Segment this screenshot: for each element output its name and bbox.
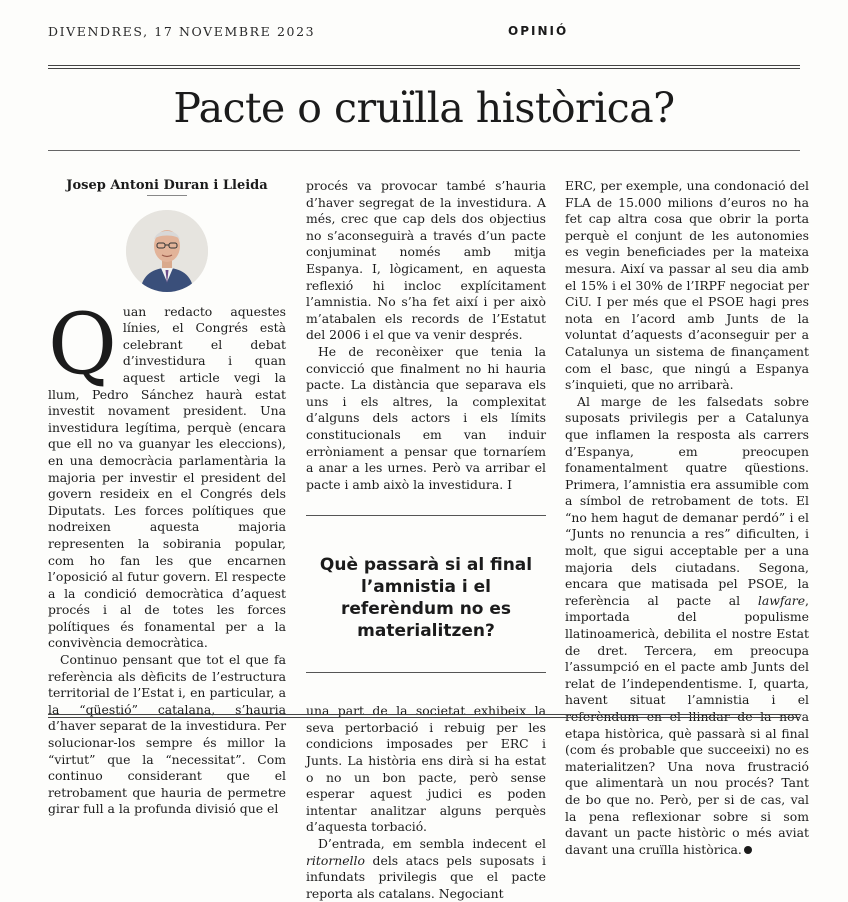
byline-rule [147,195,187,196]
bottom-rule-2 [48,717,800,718]
paragraph: Quan redacto aquestes línies, el Congrés està celebrant el debat d’investidura i quan aquest article vegi la llum, Pedro Sánchez haurà estat investit novament president. Una investidura legítima, perquè (encara que ell no va guanyar les eleccions), en una democràcia parlamentària la majoria per investir el president del govern resideix en el Congrés dels Diputats. Les forces polítiques que nodreixen aquesta majoria representen la sobirania popular, com ho fan les que encarnen l’oposició al futur govern. El respecte a la condició democràtica d’aquest procés i al de totes les forces polítiques és fonamental per a la convivència democràtica. [48,294,286,651]
column-1 [48,178,286,818]
drop-cap: Q [48,294,117,393]
column-3 [565,178,809,858]
headline: Pacte o cruïlla històrica? [173,84,675,132]
top-rule-2 [48,68,800,69]
paragraph: procés va provocar també s’hauria d’haver segregat de la investidura. A més, crec que cap dels dos objectius no s’aconseguirà a través d’un pacte conjuminat només amb mitja Espanya. I, lògicament, en aquesta reflexió hi incloc explícitament l’amnistia. No s’ha fet així i per això m’atabalen els records de l’Estatut del 2006 i el que va venir després. [306,178,546,343]
paragraph: ERC, per exemple, una condonació del FLA de 15.000 milions d’euros no ha fet cap altra cosa que obrir la porta perquè el conjunt de les autonomies es vegin beneficiades per la mateixa mesura. Així va passar al seu dia amb el 15% i el 30% de l’IRPF negociat per CiU. I per més que el PSOE hagi pres nota en l’acord amb Junts de la voluntat d’aquests d’aconseguir per a Catalunya un sistema de finançament com el basc, que ningú a Espanya s’inquieti, que no arribarà. [565,178,809,393]
paragraph: He de reconèixer que tenia la convicció que finalment no hi hauria pacte. La distància que separava els uns i els altres, la complexitat d’alguns dels actors i els límits constitucionals em van induir erròniament a pensar que tornaríem a anar a les urnes. Però va arribar el pacte i amb això la investidura. I [306,343,546,492]
paragraph: Continuo pensant que tot el que fa referència als dèficits de l’estructura territorial de l’Estat i, en particular, a la “qüestió” catalana, s’hauria d’haver separat de la investidura. Per solucionar-los sempre és millor la “virtut” que la “necessitat”. Com continuo considerant que el retrobament que hauria de permetre girar full a la profunda divisió que el [48,652,286,817]
author-portrait-icon [126,210,208,292]
masthead [48,18,800,42]
end-mark-icon [744,846,752,854]
paragraph: una part de la societat exhibeix la seva pertorbació i rebuig per les condicions imposades per ERC i Junts. La història ens dirà si ha estat o no un bon pacte, però sense esperar aquest judici es poden intentar analitzar alguns perquès d’aquesta torbació. [306,703,546,835]
paragraph: D’entrada, em sembla indecent el ritornello dels atacs pels suposats i infundats privilegis que el pacte reporta als catalans. Negociant [306,836,546,901]
paragraph: Al marge de les falsedats sobre suposats privilegis per a Catalunya que inflamen la resposta als carrers d’Espanya, em preocupen fonamentalment quatre qüestions. Primera, l’amnistia era assumible com a símbol de retrobament de tots. El “no hem hagut de demanar perdó” i el “Junts no renuncia a res” dificulten, i molt, que sigui acceptable per a una majoria dels ciutadans. Segona, encara que matisada pel PSOE, la referència al pacte al lawfare, importada del populisme llatinoamericà, debilita el nostre Estat de dret. Tercera, em preocupa l’assumpció en el pacte amb Junts del relat de l’independentisme. I, quarta, havent situat l’amnistia i el referèndum en el llindar de la nova etapa històrica, què passarà si al final (com és probable que succeeixi) no es materialitzen? Una nova frustració que alimentarà un nou procés? Tant de bo que no. Però, per si de cas, val la pena reflexionar sobre si som davant un pacte històric o més aviat davant una cruïlla històrica. [565,393,809,857]
bottom-rule [48,714,800,715]
byline: Josep Antoni Duran i Lleida [66,178,268,193]
issue-date: DIVENDRES, 17 NOVEMBRE 2023 [48,24,316,39]
top-rule [48,65,800,66]
pull-quote-text: Què passarà si al final l’amnistia i el referèndum no es materialitzen? [319,555,533,642]
column-2 [306,178,546,902]
headline-rule [48,150,800,151]
pull-quote [306,515,546,673]
author-photo [126,210,208,292]
section-label: OPINIÓ [508,24,569,38]
